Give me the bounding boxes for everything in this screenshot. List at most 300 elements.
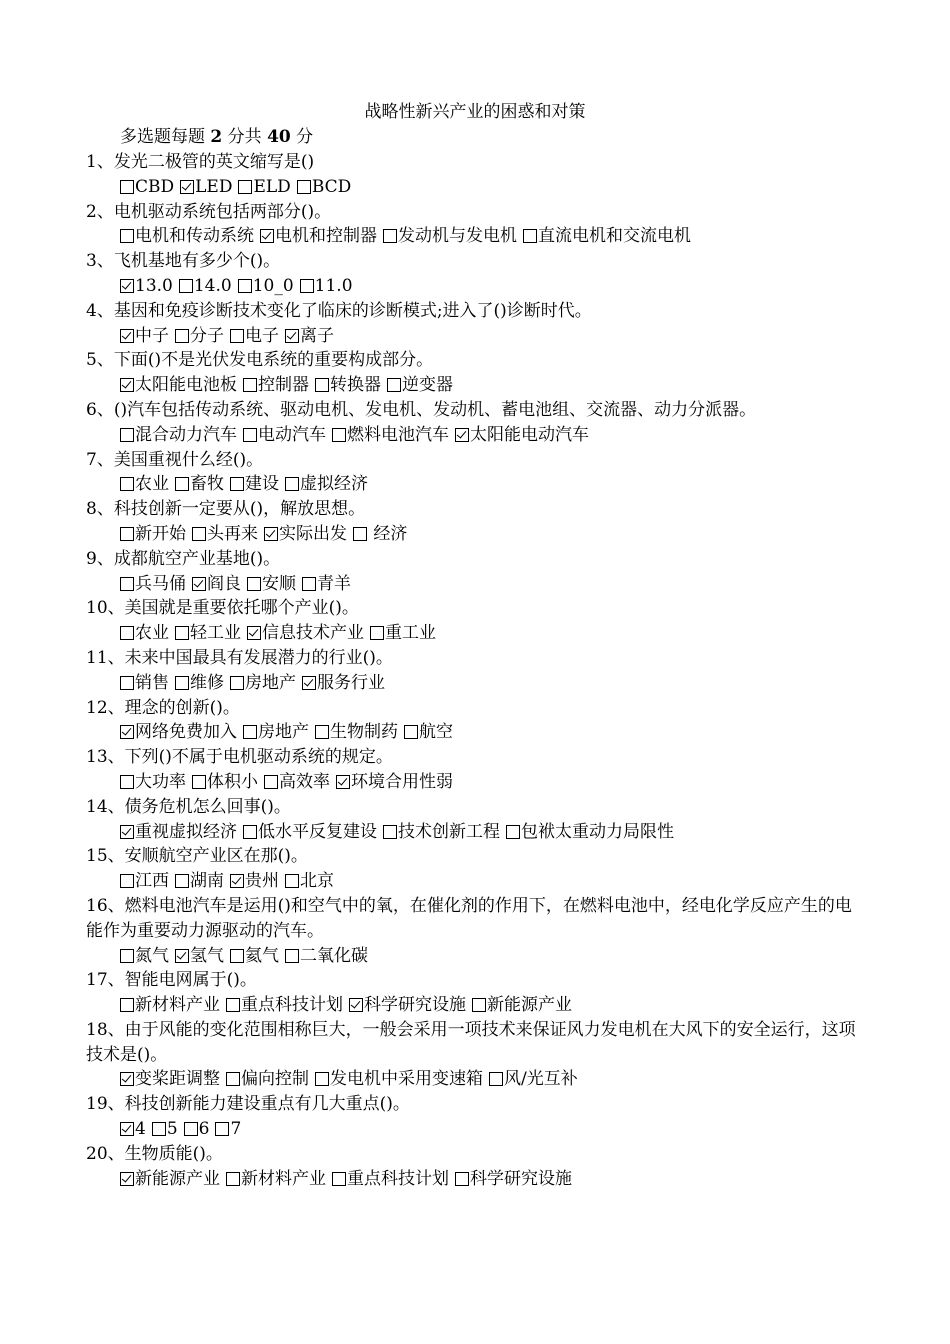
checked-checkbox[interactable]: [336, 775, 350, 789]
option-label: 高效率: [279, 771, 330, 792]
option-row: [86, 522, 856, 547]
answer-option[interactable]: [120, 1067, 220, 1092]
option-label: 电动汽车: [258, 424, 326, 445]
unchecked-checkbox[interactable]: [285, 949, 299, 963]
option-row: [86, 224, 856, 249]
option-label: 直流电机和交流电机: [538, 226, 691, 247]
answer-option[interactable]: [370, 621, 436, 646]
question-item: [86, 448, 856, 498]
unchecked-checkbox[interactable]: [404, 725, 418, 739]
option-label: 经济: [368, 523, 408, 544]
option-label: 逆变器: [402, 375, 453, 396]
option-row: [86, 274, 856, 299]
option-label: 14.0: [193, 275, 232, 296]
question-text: 14、债务危机怎么回事()。: [86, 796, 291, 817]
answer-option[interactable]: [120, 472, 169, 497]
option-label: 氢气: [190, 945, 224, 966]
answer-option[interactable]: [383, 224, 517, 249]
answer-option[interactable]: [230, 472, 279, 497]
question-text: 20、生物质能()。: [86, 1143, 223, 1164]
unchecked-checkbox[interactable]: [120, 428, 134, 442]
unchecked-checkbox[interactable]: [302, 577, 316, 591]
question-text: 9、成都航空产业基地()。: [86, 548, 281, 569]
unchecked-checkbox[interactable]: [315, 378, 329, 392]
question-item: [86, 1092, 856, 1142]
option-label: 重视虚拟经济: [135, 821, 237, 842]
unchecked-checkbox[interactable]: [370, 626, 384, 640]
option-label: 服务行业: [317, 672, 385, 693]
unchecked-checkbox[interactable]: [315, 725, 329, 739]
option-label: 新开始: [135, 523, 186, 544]
option-row: [86, 373, 856, 398]
checked-checkbox[interactable]: [120, 329, 134, 343]
answer-option[interactable]: [489, 1067, 578, 1092]
unchecked-checkbox[interactable]: [175, 477, 189, 491]
option-label: 新材料产业: [241, 1168, 326, 1189]
answer-option[interactable]: [523, 224, 691, 249]
option-label: 轻工业: [190, 623, 241, 644]
option-label: 13.0: [135, 275, 173, 296]
answer-option[interactable]: [243, 720, 309, 745]
option-label: 江西: [135, 871, 169, 892]
option-label: 农业: [135, 623, 169, 644]
checked-checkbox[interactable]: [455, 428, 469, 442]
unchecked-checkbox[interactable]: [230, 949, 244, 963]
option-label: ELD: [253, 176, 291, 197]
option-label: LED: [195, 176, 233, 197]
checked-checkbox[interactable]: [120, 1072, 134, 1086]
answer-option[interactable]: [247, 572, 296, 597]
unchecked-checkbox[interactable]: [120, 477, 134, 491]
unchecked-checkbox[interactable]: [455, 1172, 469, 1186]
checked-checkbox[interactable]: [120, 725, 134, 739]
unchecked-checkbox[interactable]: [120, 949, 134, 963]
option-label: 大功率: [135, 771, 186, 792]
question-item: [86, 646, 856, 696]
answer-option[interactable]: [472, 993, 572, 1018]
unchecked-checkbox[interactable]: [175, 874, 189, 888]
answer-option[interactable]: [285, 944, 368, 969]
option-label: 重工业: [385, 623, 436, 644]
unchecked-checkbox[interactable]: [192, 527, 206, 541]
unchecked-checkbox[interactable]: [120, 998, 134, 1012]
answer-option[interactable]: [297, 175, 351, 200]
answer-option[interactable]: [120, 274, 173, 299]
option-label: 体积小: [207, 771, 258, 792]
option-label: 电机和控制器: [275, 226, 377, 247]
unchecked-checkbox[interactable]: [285, 874, 299, 888]
question-text: 4、基因和免疫诊断技术变化了临床的诊断模式;进入了()诊断时代。: [86, 300, 592, 321]
answer-option[interactable]: [120, 522, 186, 547]
unchecked-checkbox[interactable]: [472, 998, 486, 1012]
question-list: [86, 150, 856, 1191]
heading-prefix: 多选题每题: [120, 127, 211, 147]
unchecked-checkbox[interactable]: [120, 874, 134, 888]
total-points: 40: [267, 127, 291, 147]
question-text: 16、燃料电池汽车是运用()和空气中的氧，在催化剂的作用下，在燃料电池中，经电化学反应产生的电能作为重要动力源驱动的汽车。: [86, 895, 852, 941]
unchecked-checkbox[interactable]: [230, 676, 244, 690]
option-label: 太阳能电池板: [135, 375, 237, 396]
answer-option[interactable]: [300, 274, 353, 299]
unchecked-checkbox[interactable]: [120, 626, 134, 640]
answer-option[interactable]: [285, 324, 334, 349]
answer-option[interactable]: [120, 373, 237, 398]
unchecked-checkbox[interactable]: [353, 527, 367, 541]
option-label: 实际出发: [279, 523, 347, 544]
option-label: 信息技术产业: [262, 623, 364, 644]
unchecked-checkbox[interactable]: [179, 279, 193, 293]
option-label: 低水平反复建设: [258, 821, 377, 842]
answer-option[interactable]: [285, 869, 334, 894]
unchecked-checkbox[interactable]: [120, 577, 134, 591]
option-label: 变桨距调整: [135, 1069, 220, 1090]
question-item: [86, 398, 856, 448]
answer-option[interactable]: [302, 572, 351, 597]
answer-option[interactable]: [120, 572, 186, 597]
checked-checkbox[interactable]: [120, 279, 134, 293]
answer-option[interactable]: [243, 373, 309, 398]
checked-checkbox[interactable]: [120, 378, 134, 392]
option-label: 畜牧: [190, 474, 224, 495]
question-text: 18、由于风能的变化范围相称巨大，一般会采用一项技术来保证风力发电机在大风下的安全运行，这项技术是()。: [86, 1019, 856, 1065]
option-label: 销售: [135, 672, 169, 693]
question-text: 7、美国重视什么经()。: [86, 449, 264, 470]
heading-middle: 分共: [222, 127, 268, 147]
option-label: 二氧化碳: [300, 945, 368, 966]
question-item: [86, 299, 856, 349]
checked-checkbox[interactable]: [192, 577, 206, 591]
answer-option[interactable]: [332, 1167, 449, 1192]
unchecked-checkbox[interactable]: [243, 428, 257, 442]
answer-option[interactable]: [120, 720, 237, 745]
answer-option[interactable]: [192, 522, 258, 547]
answer-option[interactable]: [180, 175, 232, 200]
answer-option[interactable]: [120, 1167, 220, 1192]
option-label: 青羊: [317, 573, 351, 594]
unchecked-checkbox[interactable]: [387, 378, 401, 392]
option-label: 10_0: [252, 275, 294, 296]
option-label: CBD: [135, 176, 175, 197]
answer-option[interactable]: [285, 472, 368, 497]
question-text: 10、美国就是重要依托哪个产业()。: [86, 598, 359, 619]
checked-checkbox[interactable]: [349, 998, 363, 1012]
answer-option[interactable]: [226, 1067, 309, 1092]
answer-option[interactable]: [179, 274, 232, 299]
unchecked-checkbox[interactable]: [238, 180, 252, 194]
answer-option[interactable]: [264, 770, 330, 795]
option-label: 房地产: [245, 672, 296, 693]
option-label: 风/光互补: [504, 1069, 578, 1090]
option-label: 网络免费加入: [135, 722, 237, 743]
option-label: 湖南: [190, 871, 224, 892]
option-label: 电机和传动系统: [135, 226, 254, 247]
option-label: 太阳能电动汽车: [470, 424, 589, 445]
option-label: 控制器: [258, 375, 309, 396]
option-label: 电子: [245, 325, 279, 346]
question-text: 1、发光二极管的英文缩写是(): [86, 152, 315, 172]
unchecked-checkbox[interactable]: [383, 229, 397, 243]
unchecked-checkbox[interactable]: [506, 825, 520, 839]
option-label: 分子: [190, 325, 224, 346]
question-text: 13、下列()不属于电机驱动系统的规定。: [86, 747, 393, 768]
question-text: 15、安顺航空产业区在那()。: [86, 846, 308, 867]
option-row: [86, 944, 856, 969]
option-label: 农业: [135, 474, 169, 495]
unchecked-checkbox[interactable]: [226, 1172, 240, 1186]
unchecked-checkbox[interactable]: [230, 329, 244, 343]
unchecked-checkbox[interactable]: [120, 180, 134, 194]
answer-option[interactable]: [260, 224, 377, 249]
checked-checkbox[interactable]: [180, 180, 194, 194]
question-item: [86, 497, 856, 547]
answer-option[interactable]: [175, 869, 224, 894]
answer-option[interactable]: [120, 993, 220, 1018]
answer-option[interactable]: [387, 373, 453, 398]
answer-option[interactable]: [192, 572, 241, 597]
option-label: 安顺: [262, 573, 296, 594]
option-label: 新能源产业: [487, 995, 572, 1016]
option-label: 中子: [135, 325, 169, 346]
option-label: 11.0: [314, 275, 353, 296]
answer-option[interactable]: [152, 1117, 178, 1142]
unchecked-checkbox[interactable]: [247, 577, 261, 591]
question-item: [86, 696, 856, 746]
option-label: 混合动力汽车: [135, 424, 237, 445]
answer-option[interactable]: [230, 869, 279, 894]
option-label: 阎良: [207, 573, 241, 594]
unchecked-checkbox[interactable]: [332, 1172, 346, 1186]
answer-option[interactable]: [120, 1117, 146, 1142]
option-label: 贵州: [245, 871, 279, 892]
answer-option[interactable]: [192, 770, 258, 795]
unchecked-checkbox[interactable]: [264, 775, 278, 789]
question-item: [86, 1018, 856, 1092]
unchecked-checkbox[interactable]: [192, 775, 206, 789]
question-text: 11、未来中国最具有发展潜力的行业()。: [86, 647, 393, 668]
answer-option[interactable]: [404, 720, 453, 745]
option-row: [86, 770, 856, 795]
unchecked-checkbox[interactable]: [120, 229, 134, 243]
answer-option[interactable]: [455, 1167, 572, 1192]
answer-option[interactable]: [353, 522, 407, 547]
checked-checkbox[interactable]: [230, 874, 244, 888]
option-label: 偏向控制: [241, 1069, 309, 1090]
option-row: [86, 671, 856, 696]
option-label: 兵马俑: [135, 573, 186, 594]
option-label: 环境合用性弱: [351, 771, 453, 792]
option-row: [86, 621, 856, 646]
unchecked-checkbox[interactable]: [175, 329, 189, 343]
question-text: 19、科技创新能力建设重点有几大重点()。: [86, 1094, 410, 1115]
answer-option[interactable]: [230, 944, 279, 969]
option-row: [86, 175, 856, 200]
answer-option[interactable]: [332, 423, 449, 448]
option-row: [86, 472, 856, 497]
question-item: [86, 795, 856, 845]
question-item: [86, 596, 856, 646]
checked-checkbox[interactable]: [120, 1122, 134, 1136]
question-item: [86, 348, 856, 398]
answer-option[interactable]: [120, 671, 169, 696]
option-label: 生物制药: [330, 722, 398, 743]
option-row: [86, 1167, 856, 1192]
option-row: [86, 572, 856, 597]
checked-checkbox[interactable]: [247, 626, 261, 640]
unchecked-checkbox[interactable]: [120, 676, 134, 690]
answer-option[interactable]: [175, 621, 241, 646]
unchecked-checkbox[interactable]: [300, 279, 314, 293]
unchecked-checkbox[interactable]: [184, 1122, 198, 1136]
unchecked-checkbox[interactable]: [243, 825, 257, 839]
option-row: [86, 423, 856, 448]
option-label: 包袱太重动力局限性: [521, 821, 674, 842]
unchecked-checkbox[interactable]: [332, 428, 346, 442]
question-text: 8、科技创新一定要从()，解放思想。: [86, 499, 366, 520]
unchecked-checkbox[interactable]: [120, 527, 134, 541]
answer-option[interactable]: [455, 423, 589, 448]
unchecked-checkbox[interactable]: [238, 279, 252, 293]
question-text: 12、理念的创新()。: [86, 697, 240, 718]
checked-checkbox[interactable]: [302, 676, 316, 690]
option-label: 重点科技计划: [347, 1168, 449, 1189]
option-label: 转换器: [330, 375, 381, 396]
answer-option[interactable]: [120, 224, 254, 249]
option-label: 发动机与发电机: [398, 226, 517, 247]
answer-option[interactable]: [120, 820, 237, 845]
answer-option[interactable]: [247, 621, 364, 646]
option-label: 5: [166, 1119, 178, 1140]
question-item: [86, 745, 856, 795]
unchecked-checkbox[interactable]: [285, 477, 299, 491]
answer-option[interactable]: [120, 944, 169, 969]
question-item: [86, 200, 856, 250]
answer-option[interactable]: [383, 820, 500, 845]
unchecked-checkbox[interactable]: [226, 998, 240, 1012]
answer-option[interactable]: [238, 175, 290, 200]
answer-option[interactable]: [315, 373, 381, 398]
unchecked-checkbox[interactable]: [383, 825, 397, 839]
answer-option[interactable]: [264, 522, 347, 547]
answer-option[interactable]: [243, 423, 326, 448]
document-title: 战略性新兴产业的困惑和对策: [364, 102, 586, 122]
unchecked-checkbox[interactable]: [489, 1072, 503, 1086]
answer-option[interactable]: [120, 869, 169, 894]
option-label: 维修: [190, 672, 224, 693]
answer-option[interactable]: [175, 324, 224, 349]
answer-option[interactable]: [120, 324, 169, 349]
option-row: [86, 720, 856, 745]
option-label: 房地产: [258, 722, 309, 743]
question-item: [86, 249, 856, 299]
option-row: [86, 993, 856, 1018]
unchecked-checkbox[interactable]: [243, 378, 257, 392]
question-text: 2、电机驱动系统包括两部分()。: [86, 201, 332, 222]
unchecked-checkbox[interactable]: [230, 477, 244, 491]
checked-checkbox[interactable]: [260, 229, 274, 243]
answer-option[interactable]: [175, 472, 224, 497]
checked-checkbox[interactable]: [120, 825, 134, 839]
option-row: [86, 324, 856, 349]
option-row: [86, 820, 856, 845]
answer-option[interactable]: [336, 770, 453, 795]
answer-option[interactable]: [184, 1117, 210, 1142]
option-row: [86, 1067, 856, 1092]
option-label: 4: [135, 1119, 146, 1140]
answer-option[interactable]: [238, 274, 294, 299]
unchecked-checkbox[interactable]: [297, 180, 311, 194]
unchecked-checkbox[interactable]: [120, 775, 134, 789]
option-row: [86, 869, 856, 894]
points-per-question: 2: [210, 127, 223, 147]
question-item: [86, 968, 856, 1018]
option-label: 建设: [245, 474, 279, 495]
question-item: [86, 150, 856, 200]
question-text: 3、飞机基地有多少个()。: [86, 251, 281, 272]
question-item: [86, 894, 856, 968]
answer-option[interactable]: [230, 671, 296, 696]
checked-checkbox[interactable]: [120, 1172, 134, 1186]
unchecked-checkbox[interactable]: [243, 725, 257, 739]
option-label: 北京: [300, 871, 334, 892]
option-label: 发电机中采用变速箱: [330, 1069, 483, 1090]
unchecked-checkbox[interactable]: [315, 1072, 329, 1086]
unchecked-checkbox[interactable]: [152, 1122, 166, 1136]
unchecked-checkbox[interactable]: [175, 676, 189, 690]
answer-option[interactable]: [215, 1117, 241, 1142]
option-label: 离子: [300, 325, 334, 346]
answer-option[interactable]: [302, 671, 385, 696]
unchecked-checkbox[interactable]: [175, 626, 189, 640]
question-item: [86, 1142, 856, 1192]
option-row: [86, 1117, 856, 1142]
option-label: 航空: [419, 722, 453, 743]
question-item: [86, 844, 856, 894]
option-label: 7: [230, 1119, 242, 1140]
option-label: 重点科技计划: [241, 995, 343, 1016]
answer-option[interactable]: [506, 820, 674, 845]
answer-option[interactable]: [226, 1167, 326, 1192]
checked-checkbox[interactable]: [175, 949, 189, 963]
answer-option[interactable]: [349, 993, 466, 1018]
option-label: 燃料电池汽车: [347, 424, 449, 445]
answer-option[interactable]: [120, 621, 169, 646]
answer-option[interactable]: [120, 423, 237, 448]
answer-option[interactable]: [175, 671, 224, 696]
question-text: 5、下面()不是光伏发电系统的重要构成部分。: [86, 350, 434, 371]
unchecked-checkbox[interactable]: [523, 229, 537, 243]
heading-suffix: 分: [290, 127, 314, 147]
question-text: 6、()汽车包括传动系统、驱动电机、发电机、发动机、蓄电池组、交流器、动力分派器。: [86, 399, 757, 420]
option-label: 新材料产业: [135, 995, 220, 1016]
answer-option[interactable]: [315, 1067, 483, 1092]
question-item: [86, 547, 856, 597]
unchecked-checkbox[interactable]: [215, 1122, 229, 1136]
option-label: 科学研究设施: [470, 1168, 572, 1189]
answer-option[interactable]: [315, 720, 398, 745]
answer-option[interactable]: [120, 770, 186, 795]
option-label: 科学研究设施: [364, 995, 466, 1016]
option-label: 头再来: [207, 523, 258, 544]
answer-option[interactable]: [230, 324, 279, 349]
answer-option[interactable]: [243, 820, 377, 845]
answer-option[interactable]: [175, 944, 224, 969]
unchecked-checkbox[interactable]: [226, 1072, 240, 1086]
answer-option[interactable]: [226, 993, 343, 1018]
option-label: 氮气: [135, 945, 169, 966]
checked-checkbox[interactable]: [264, 527, 278, 541]
checked-checkbox[interactable]: [285, 329, 299, 343]
answer-option[interactable]: [120, 175, 174, 200]
